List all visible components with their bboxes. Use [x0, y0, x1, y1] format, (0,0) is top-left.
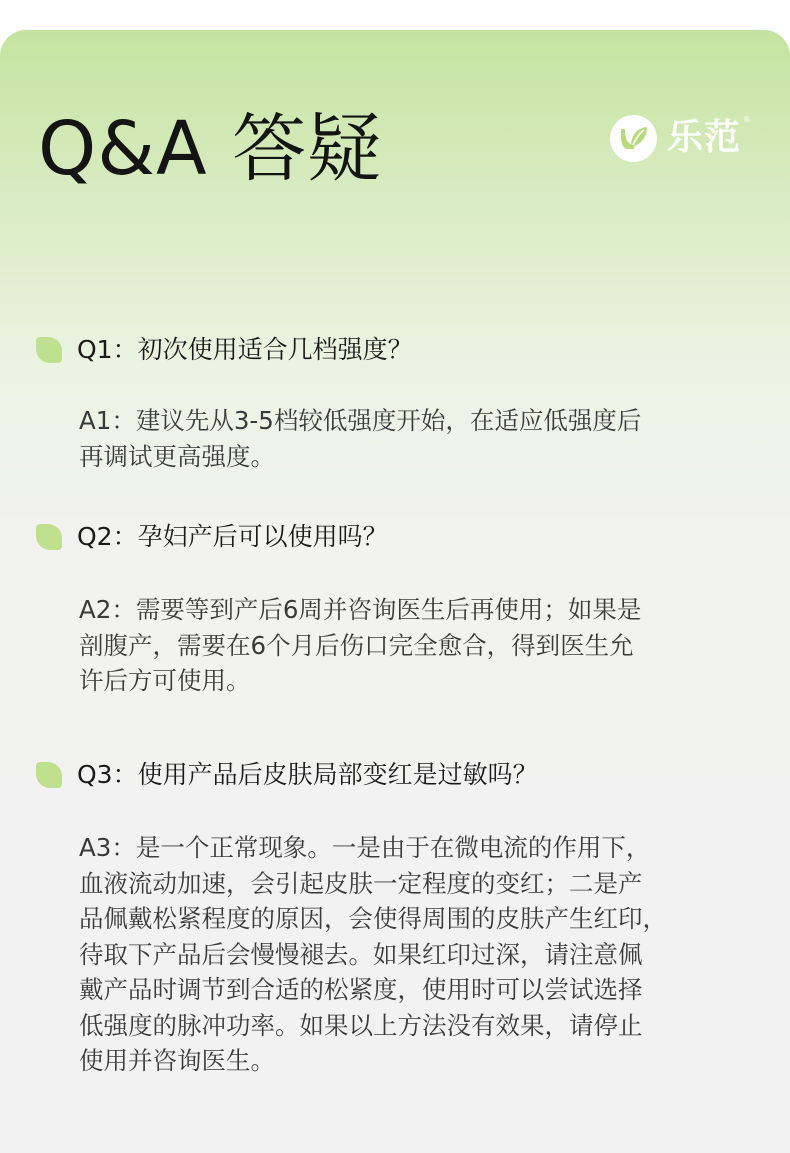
- answer-line: A1：建议先从3-5档较低强度开始，在适应低强度后: [79, 406, 642, 435]
- leaf-logo-icon: [610, 115, 657, 162]
- brand-logo: [610, 113, 751, 163]
- faq-question: Q3：使用产品后皮肤局部变红是过敏吗？: [77, 760, 538, 789]
- answer-line: 再调试更高强度。: [79, 441, 275, 471]
- faq-answer: [79, 830, 747, 1079]
- registered-mark: ®: [743, 115, 752, 124]
- answer-line: 品佩戴松紧程度的原因，会使得周围的皮肤产生红印，: [79, 904, 667, 933]
- answer-line: 低强度的脉冲功率。如果以上方法没有效果，请停止: [79, 1010, 643, 1040]
- leaf-bullet-icon: [36, 762, 62, 788]
- faq-answer: [79, 592, 747, 699]
- faq-answer: [79, 403, 747, 474]
- answer-line: 血液流动加速，会引起皮肤一定程度的变红；二是产: [79, 868, 643, 898]
- answer-line: A2：需要等到产后6周并咨询医生后再使用；如果是: [79, 595, 642, 624]
- page-title: Q&A 答疑: [38, 106, 383, 192]
- brand-name: 乐范: [667, 117, 742, 158]
- leaf-bullet-icon: [36, 524, 62, 550]
- answer-line: 待取下产品后会慢慢褪去。如果红印过深，请注意佩: [79, 939, 643, 969]
- answer-line: A3：是一个正常现象。一是由于在微电流的作用下，: [79, 833, 651, 862]
- answer-line: 使用并咨询医生。: [79, 1046, 275, 1075]
- answer-line: 剖腹产，需要在6个月后伤口完全愈合，得到医生允: [79, 630, 634, 660]
- answer-line: 戴产品时调节到合适的松紧度，使用时可以尝试选择: [79, 975, 643, 1004]
- faq-question: Q1：初次使用适合几档强度？: [77, 335, 413, 364]
- faq-question: Q2：孕妇产后可以使用吗？: [77, 522, 388, 551]
- answer-line: 许后方可使用。: [79, 666, 251, 695]
- leaf-bullet-icon: [36, 337, 62, 363]
